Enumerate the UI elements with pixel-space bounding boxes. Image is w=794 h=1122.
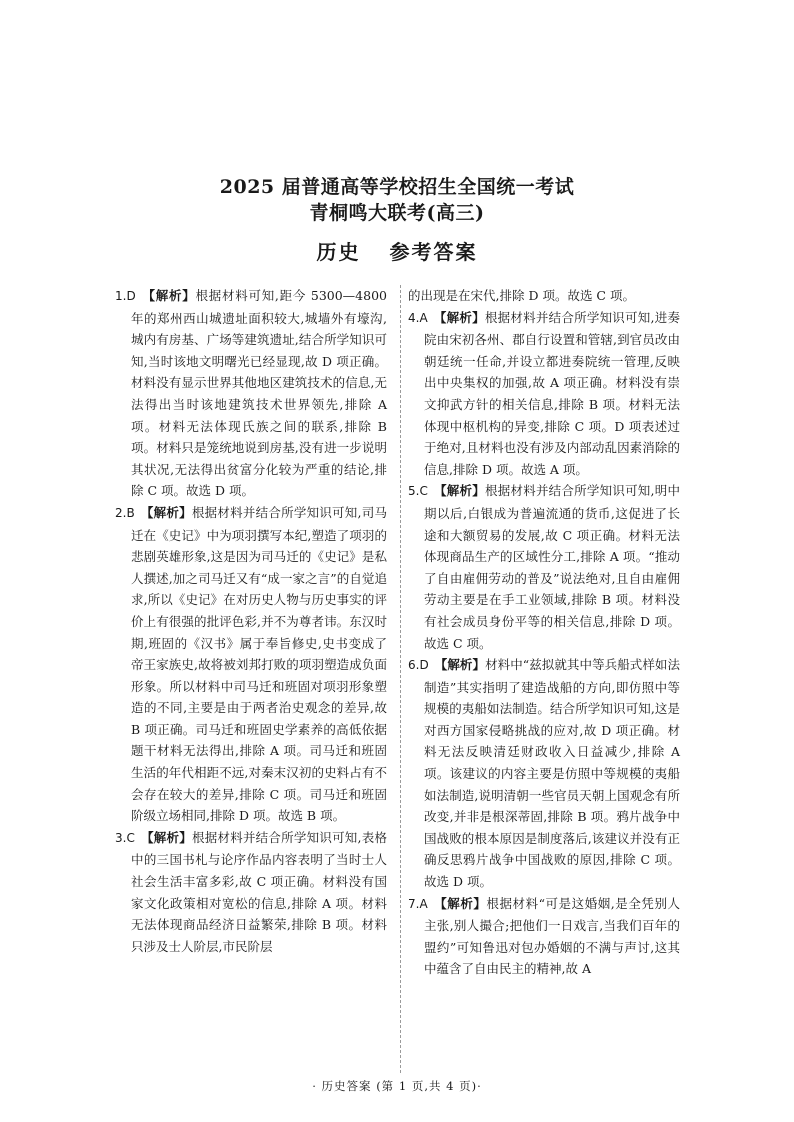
right-column: [408, 285, 680, 980]
answer-letter: A: [419, 896, 428, 911]
exam-subtitle: 青桐鸣大联考(高三): [309, 202, 485, 224]
page-header: [0, 174, 794, 266]
answer-text: 材料中“兹拟就其中等兵船式样如法制造”其实指明了建造战船的方向,即仿照中等规模的夷船如法制造。结合所学知识可知,这是对西方国家侵略挑战的应对,故 D 项正确。材料无法反映清廷财政收入日益减少,排除 A 项。该建议的内容主要是仿照中等规模的夷船如法制造,说明清朝一些官员天朝上国观念有所改变,并非是根深蒂固,排除 B 项。鸦片战争中国战败的根本原因是制度落后,该建议并没有正确反思鸦片战争中国战败的原因,排除 C 项。故选 D 项。: [424, 657, 680, 890]
subject-name: 历史: [316, 240, 361, 264]
answer-letter: C: [126, 830, 135, 845]
answer-item: 5.C 【解析】根据材料并结合所学知识可知,明中期以后,白银成为普遍流通的货币,这促进了长途和大额贸易的发展,故 C 项正确。材料无法体现商品生产的区域性分工,排除 A 项。“推动了自由雇佣劳动的普及”说法绝对,且自由雇佣劳动主要是在手工业领域,排除 B 项。材料没有社会成员身份平等的相关信息,排除 D 项。故选 C 项。: [408, 483, 680, 651]
analysis-tag: 【解析】: [140, 829, 193, 845]
analysis-tag: 【解析】: [433, 309, 485, 325]
answer-letter: C: [419, 484, 428, 499]
answer-item: 6.D 【解析】材料中“兹拟就其中等兵船式样如法制造”其实指明了建造战船的方向,即仿照中等规模的夷船如法制造。结合所学知识可知,这是对西方国家侵略挑战的应对,故 D 项正确。材料无法反映清廷财政收入日益减少,排除 A 项。该建议的内容主要是仿照中等规模的夷船如法制造,说明清朝一些官员天朝上国观念有所改变,并非是根深蒂固,排除 B 项。鸦片战争中国战败的根本原因是制度落后,该建议并没有正确反思鸦片战争中国战败的原因,排除 C 项。故选 D 项。: [408, 657, 680, 890]
analysis-tag: 【解析】: [433, 483, 486, 499]
answer-letter: D: [126, 289, 136, 303]
answer-item: 4.A 【解析】根据材料并结合所学知识可知,进奏院由宋初各州、郡自行设置和管辖,到官员改由朝廷统一任命,并设立都进奏院统一管理,反映出中央集权的加强,故 A 项正确。材料没有崇文抑武方针的相关信息,排除 B 项。材料无法体现中枢机构的异变,排除 C 项。D 项表述过于绝对,且材料也没有涉及内部动乱因素消除的信息,排除 D 项。故选 A 项。: [408, 309, 680, 477]
page-footer: · 历史答案 (第 1 页,共 4 页)·: [312, 1079, 482, 1093]
answer-item: 3.C 【解析】根据材料并结合所学知识可知,表格中的三国书札与论序作品内容表明了当时士人社会生活丰富多彩,故 C 项正确。材料没有国家文化政策相对宽松的信息,排除 A 项。材料无法体现商品经济日益繁荣,排除 B 项。材料只涉及士人阶层,市民阶层: [115, 829, 387, 954]
left-column: [115, 285, 387, 957]
answer-text: 根据材料并结合所学知识可知,司马迁在《史记》中为项羽撰写本纪,塑造了项羽的悲剧英雄形象,这是因为司马迁的《史记》是私人撰述,加之司马迁又有“成一家之言”的自觉追求,所以《史记》在对历史人物与历史事实的评价上有很强的批评色彩,并不为尊者讳。东汉时期,班固的《汉书》属于奉旨修史,史书变成了帝王家族史,故将被刘邦打败的项羽塑造成负面形象。所以材料中司马迁和班固对项羽形象塑造的不同,主要是由于两者治史观念的差异,故 B 项正确。司马迁和班固史学素养的高低依据题干材料无法得出,排除 A 项。司马迁和班固生活的年代相距不远,对秦末汉初的史料占有不会存在较大的差异,排除 C 项。司马迁和班固阶级立场相同,排除 D 项。故选 B 项。: [131, 504, 387, 824]
answer-letter: B: [126, 505, 135, 520]
analysis-tag: 【解析】: [141, 288, 196, 303]
continued-text: 的出现是在宋代,排除 D 项。故选 C 项。: [408, 288, 635, 303]
analysis-tag: 【解析】: [434, 657, 486, 673]
answer-item: 7.A 【解析】根据材料“可是这婚姻,是全凭别人主张,别人撮合;把他们一日戏言,当我们百年的盟约”可知鲁迅对包办婚姻的不满与声讨,这其中蕴含了自由民主的精神,故 A: [408, 895, 680, 977]
analysis-tag: 【解析】: [433, 895, 487, 911]
answer-letter: D: [419, 658, 429, 673]
answer-letter: A: [419, 310, 428, 325]
answer-text: 根据材料并结合所学知识可知,表格中的三国书札与论序作品内容表明了当时士人社会生活丰富多彩,故 C 项正确。材料没有国家文化政策相对宽松的信息,排除 A 项。材料无法体现商品经济日益繁荣,排除 B 项。材料只涉及士人阶层,市民阶层: [131, 829, 387, 954]
document-type: 参考答案: [389, 240, 478, 264]
answer-text: 根据材料并结合所学知识可知,进奏院由宋初各州、郡自行设置和管辖,到官员改由朝廷统一任命,并设立都进奏院统一管理,反映出中央集权的加强,故 A 项正确。材料没有崇文抑武方针的相关信息,排除 B 项。材料无法体现中枢机构的异变,排除 C 项。D 项表述过于绝对,且材料也没有涉及内部动乱因素消除的信息,排除 D 项。故选 A 项。: [424, 309, 680, 477]
subject-title: [0, 238, 794, 266]
answer-text: 根据材料并结合所学知识可知,明中期以后,白银成为普遍流通的货币,这促进了长途和大额贸易的发展,故 C 项正确。材料无法体现商品生产的区域性分工,排除 A 项。“推动了自由雇佣劳动的普及”说法绝对,且自由雇佣劳动主要是在手工业领域,排除 B 项。材料没有社会成员身份平等的相关信息,排除 D 项。故选 C 项。: [424, 483, 680, 651]
answer-text: 根据材料“可是这婚姻,是全凭别人主张,别人撮合;把他们一日戏言,当我们百年的盟约”可知鲁迅对包办婚姻的不满与声讨,这其中蕴含了自由民主的精神,故 A: [424, 895, 680, 977]
column-divider: [400, 285, 401, 1073]
exam-title: 2025 届普通高等学校招生全国统一考试: [219, 176, 575, 198]
answer-item: 1.D 【解析】根据材料可知,距今 5300—4800 年的郑州西山城遗址面积较大,城墙外有壕沟,城内有房基、广场等建筑遗址,结合所学知识可知,当时该地文明曙光已经显现,故 D 项正确。材料没有显示世界其他地区建筑技术的信息,无法得出当时该地建筑技术世界领先,排除 A 项。材料无法体现氏族之间的联系,排除 B 项。材料只是笼统地说到房基,没有进一步说明其状况,无法得出贫富分化较为严重的结论,排除 C 项。故选 D 项。: [115, 288, 387, 499]
analysis-tag: 【解析】: [140, 504, 192, 520]
answer-item: 2.B 【解析】根据材料并结合所学知识可知,司马迁在《史记》中为项羽撰写本纪,塑造了项羽的悲剧英雄形象,这是因为司马迁的《史记》是私人撰述,加之司马迁又有“成一家之言”的自觉追求,所以《史记》在对历史人物与历史事实的评价上有很强的批评色彩,并不为尊者讳。东汉时期,班固的《汉书》属于奉旨修史,史书变成了帝王家族史,故将被刘邦打败的项羽塑造成负面形象。所以材料中司马迁和班固对项羽形象塑造的不同,主要是由于两者治史观念的差异,故 B 项正确。司马迁和班固史学素养的高低依据题干材料无法得出,排除 A 项。司马迁和班固生活的年代相距不远,对秦末汉初的史料占有不会存在较大的差异,排除 C 项。司马迁和班固阶级立场相同,排除 D 项。故选 B 项。: [115, 504, 387, 824]
answer-text: 根据材料可知,距今 5300—4800 年的郑州西山城遗址面积较大,城墙外有壕沟,城内有房基、广场等建筑遗址,结合所学知识可知,当时该地文明曙光已经显现,故 D 项正确。材料没有显示世界其他地区建筑技术的信息,无法得出当时该地建筑技术世界领先,排除 A 项。材料无法体现氏族之间的联系,排除 B 项。材料只是笼统地说到房基,没有进一步说明其状况,无法得出贫富分化较为严重的结论,排除 C 项。故选 D 项。: [131, 288, 387, 499]
